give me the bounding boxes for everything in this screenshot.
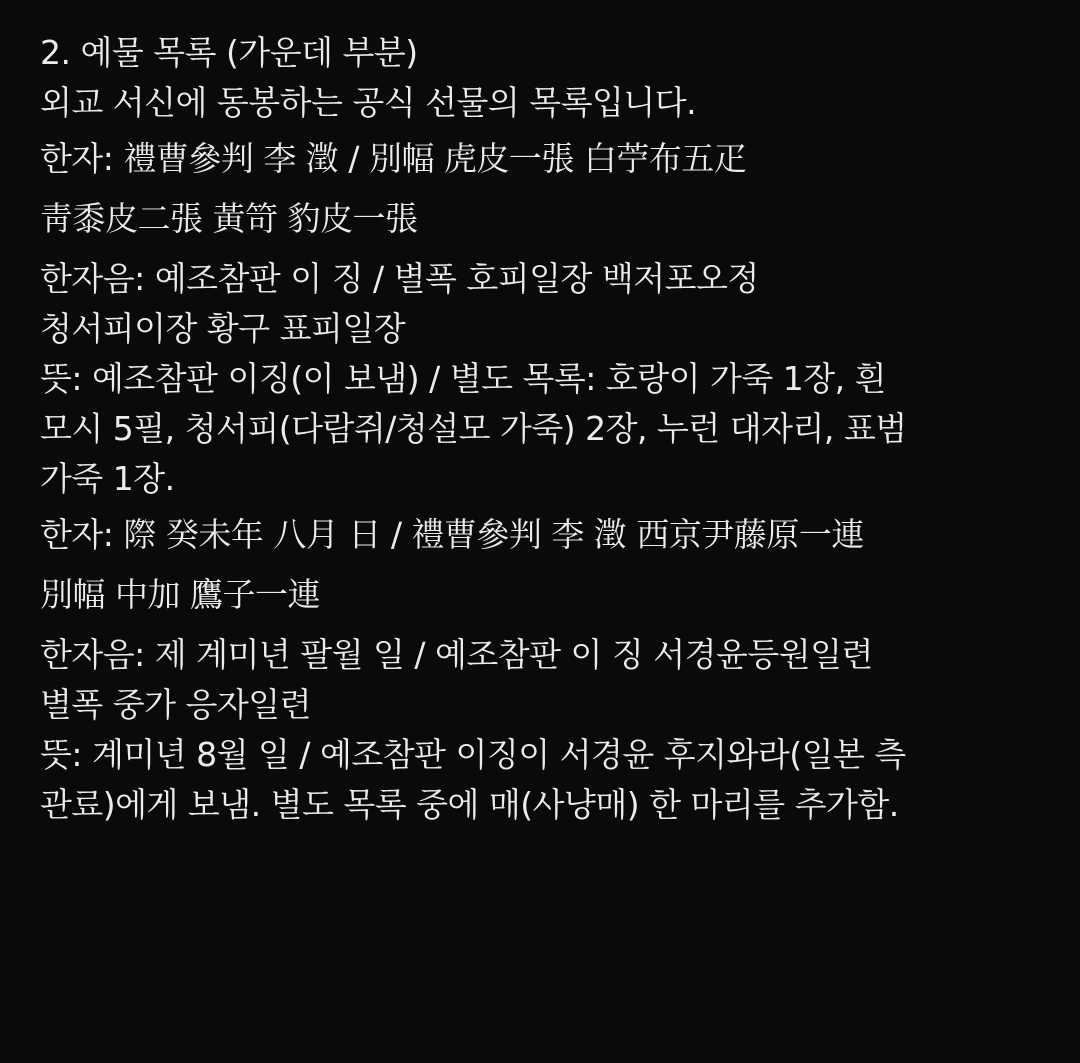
meaning-line: 뜻: 계미년 8월 일 / 예조참판 이징이 서경윤 후지와라(일본 측 — [40, 735, 906, 774]
reading-line: 한자음: 예조참판 이 징 / 별폭 호피일장 백저포오정 — [40, 259, 759, 298]
reading-line: 별폭 중가 응자일련 — [40, 685, 312, 724]
hanja-line: 靑黍皮二張 黃笴 豹皮一張 — [40, 199, 418, 238]
hanja-line: 한자: 禮曹參判 李 澂 / 別幅 虎皮一張 白苧布五疋 — [40, 139, 747, 178]
hanja-line: 別幅 中加 鷹子一連 — [40, 575, 320, 614]
section-heading: 2. 예물 목록 (가운데 부분) — [40, 33, 418, 72]
meaning-line: 모시 5필, 청서피(다람쥐/청설모 가죽) 2장, 누런 대자리, 표범 — [40, 409, 907, 448]
reading-line: 청서피이장 황구 표피일장 — [40, 309, 406, 348]
meaning-line: 가죽 1장. — [40, 459, 175, 498]
meaning-line: 뜻: 예조참판 이징(이 보냄) / 별도 목록: 호랑이 가죽 1장, 흰 — [40, 359, 886, 398]
hanja-line: 한자: 際 癸未年 八月 日 / 禮曹參判 李 澂 西京尹藤原一連 — [40, 515, 864, 554]
meaning-line: 관료)에게 보냄. 별도 목록 중에 매(사냥매) 한 마리를 추가함. — [40, 785, 899, 824]
reading-line: 한자음: 제 계미년 팔월 일 / 예조참판 이 징 서경윤등원일련 — [40, 635, 873, 674]
intro-text: 외교 서신에 동봉하는 공식 선물의 목록입니다. — [40, 83, 697, 122]
document-body — [40, 28, 1060, 830]
